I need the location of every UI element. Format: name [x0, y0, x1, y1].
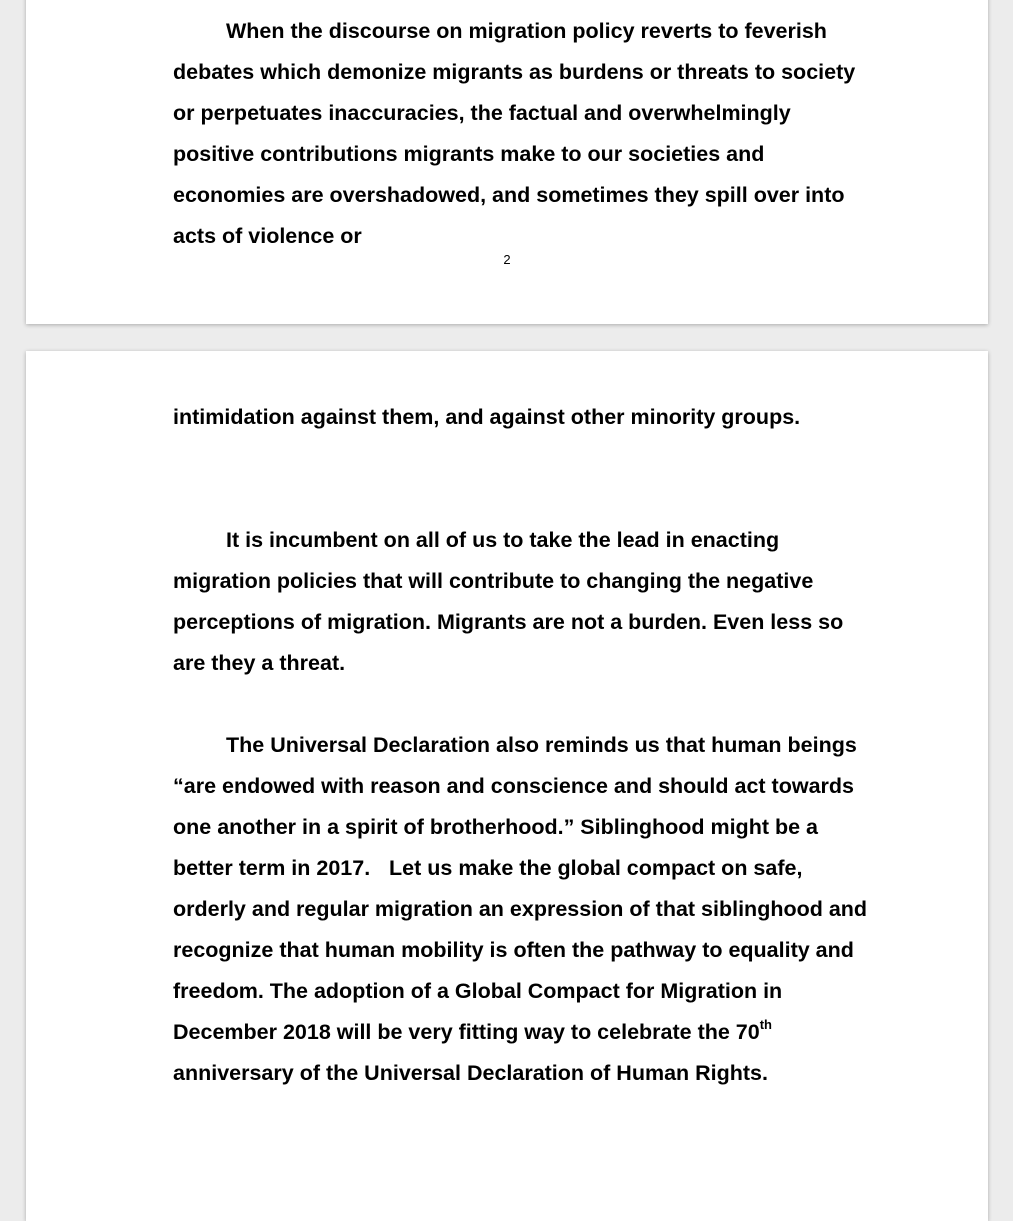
paragraph-incumbent	[173, 520, 873, 684]
paragraph-text: When the discourse on migration policy reverts to feverish debates which demonize migrants as burdens or threats to society or perpetuates inaccuracies, the factual and overwhelmingly positive contributions migrants make to our societies and economies are overshadowed, and sometimes they spill over into acts of violence or	[173, 19, 856, 248]
paragraph-text-part2: Let us make the global compact on safe, orderly and regular migration an expression of that siblinghood and recognize that human mobility is often the pathway to equality and freedom. The adoption of a Global Compact for Migration in December 2018 will be very fitting way to celebrate the 70	[173, 856, 868, 1044]
document-page-2	[26, 351, 988, 1221]
paragraph-text: It is incumbent on all of us to take the lead in enacting migration policies that will contribute to changing the negative perceptions of migration. Migrants are not a burden. Even less so are they a threat.	[173, 528, 844, 675]
document-page-1	[26, 0, 988, 324]
paragraph-migration-discourse	[173, 11, 873, 257]
paragraph-text-part1: The Universal Declaration also reminds us that human beings “are endowed with reason and conscience and should act towards one another in a spirit of brotherhood.” Siblinghood might be a better term in 2017.	[173, 733, 857, 880]
page-number: 2	[503, 252, 511, 267]
paragraph-universal-declaration	[173, 725, 873, 1094]
paragraph-text-part3: anniversary of the Universal Declaration of Human Rights.	[173, 1061, 768, 1085]
ordinal-superscript: th	[759, 1016, 772, 1032]
paragraph-continuation: intimidation against them, and against other minority groups.	[173, 405, 801, 429]
